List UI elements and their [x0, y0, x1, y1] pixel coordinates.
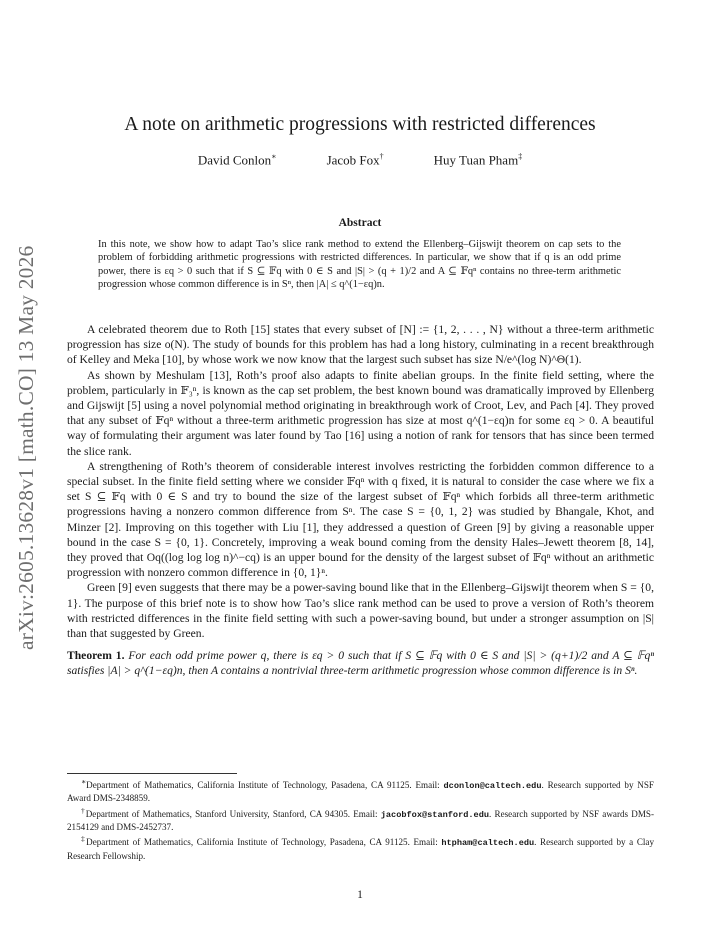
theorem-block: [67, 648, 654, 678]
author-name: Jacob Fox: [326, 152, 380, 168]
footnote-text: . Research supported by NSF Award DMS-2348859.: [67, 780, 654, 804]
paper-title: A note on arithmetic progressions with restricted differences: [124, 114, 596, 135]
footnote-mark: †: [81, 805, 86, 815]
footnote: [67, 805, 654, 834]
footnotes: [67, 776, 654, 862]
body-paragraph: A strengthening of Roth’s theorem of considerable interest involves restricting the forbidden common difference to a special subset. In the finite field setting where we consider 𝔽qⁿ with q fixed, it is natural to consider the case where we fix a set S ⊆ 𝔽q with 0 ∈ S and try to bound the size of the largest subset of 𝔽qⁿ which forbids all three-term arithmetic progressions having a nonzero common difference from Sⁿ. The case S = {0, 1, 2} was studied by Bhangale, Khot, and Minzer [2]. Improving on this together with Liu [1], they addressed a question of Green [9] by giving a reasonable upper bound in the case S = {0, 1}. Concretely, improving a weak bound coming from the density Hales–Jewett theorem [8, 14], they proved that Oq((log log log n)^−cq) is an upper bound for the density of the largest subset of 𝔽qⁿ without an arithmetic progression with nonzero common difference in {0, 1}ⁿ.: [67, 459, 654, 580]
author-mark: †: [379, 152, 384, 161]
author: [434, 152, 523, 168]
paper-body: [67, 322, 654, 679]
theorem-label: Theorem 1.: [67, 649, 125, 663]
footnote-email[interactable]: jacobfox@stanford.edu: [380, 809, 490, 820]
arxiv-identifier: arXiv:2605.13628v1 [math.CO] 13 May 2026: [14, 245, 38, 650]
author-mark: ‡: [518, 152, 523, 161]
footnote-mark: ∗: [81, 777, 87, 786]
author-list: [0, 152, 720, 168]
page-number: 1: [357, 889, 363, 901]
footnote-email[interactable]: dconlon@caltech.edu: [443, 781, 542, 792]
author-name: Huy Tuan Pham: [433, 152, 519, 168]
author: [198, 152, 277, 168]
abstract-heading: Abstract: [338, 217, 382, 229]
author: [327, 152, 384, 168]
footnote-text: Department of Mathematics, California Institute of Technology, Pasadena, CA 91125. Email:: [86, 780, 444, 791]
abstract-text: In this note, we show how to adapt Tao’s slice rank method to extend the Ellenberg–Gijswijt theorem on cap sets to the problem of forbidding arithmetic progressions with restricted differences. In particular, we show that if q is an odd prime power, there is εq > 0 such that if S ⊆ 𝔽q with 0 ∈ S and |S| > (q + 1)/2 and A ⊆ 𝔽qⁿ contains no three-term arithmetic progression whose common difference is in Sⁿ, then |A| ≤ q^(1−εq)n.: [98, 239, 621, 290]
footnote-text: Department of Mathematics, California Institute of Technology, Pasadena, CA 91125. Email:: [86, 837, 442, 848]
footnote-email[interactable]: htpham@caltech.edu: [441, 838, 535, 849]
footnote-rule: [67, 773, 237, 774]
body-paragraph: A celebrated theorem due to Roth [15] states that every subset of [N] := {1, 2, . . . , N} without a three-term arithmetic progression has size o(N). The study of bounds for this problem has had a long history, culminating in a recent breakthrough of Kelley and Meka [10], by whose work we now know that the largest such subset has size N/e^(log N)^Θ(1).: [67, 323, 654, 367]
author-name: David Conlon: [197, 152, 272, 168]
footnote-text: . Research supported by a Clay Research Fellowship.: [67, 837, 655, 861]
footnote-text: Department of Mathematics, Stanford University, Stanford, CA 94305. Email:: [85, 808, 381, 819]
footnote-text: . Research supported by NSF awards DMS-2154129 and DMS-2452737.: [67, 808, 655, 832]
theorem-statement: For each odd prime power q, there is εq > 0 such that if S ⊆ 𝔽q with 0 ∈ S and |S| > (q+1)/2 and A ⊆ 𝔽qⁿ satisfies |A| > q^(1−εq)n, then A contains a nontrivial three-term arithmetic progression whose common difference is in Sⁿ.: [67, 649, 655, 678]
footnote-mark: ‡: [81, 834, 87, 844]
footnote: [67, 776, 654, 805]
footnote: [67, 833, 654, 862]
body-paragraph: Green [9] even suggests that there may be a power-saving bound like that in the Ellenberg–Gijswijt theorem when S = {0, 1}. The purpose of this brief note is to show how Tao’s slice rank method can be used to prove a version of Roth’s theorem with restricted differences in the finite field setting with such a power-saving bound, but under a stronger assumption on |S| than that suggested by Green.: [67, 581, 654, 641]
body-paragraph: As shown by Meshulam [13], Roth’s proof also adapts to finite abelian groups. In the finite field setting, where the problem, particularly in 𝔽₃ⁿ, is known as the cap set problem, the best known bound was dramatically improved by Ellenberg and Gijswijt [5] using a novel polynomial method originating in breakthrough work of Croot, Lev, and Pach [4]. They proved that any subset of 𝔽qⁿ without a three-term arithmetic progression has size at most q^(1−εq)n for some εq > 0. A beautiful way of formulating their argument was later found by Tao [16] using a notion of rank for tensors that has since been termed the slice rank.: [67, 368, 654, 458]
author-mark: ∗: [271, 152, 277, 161]
